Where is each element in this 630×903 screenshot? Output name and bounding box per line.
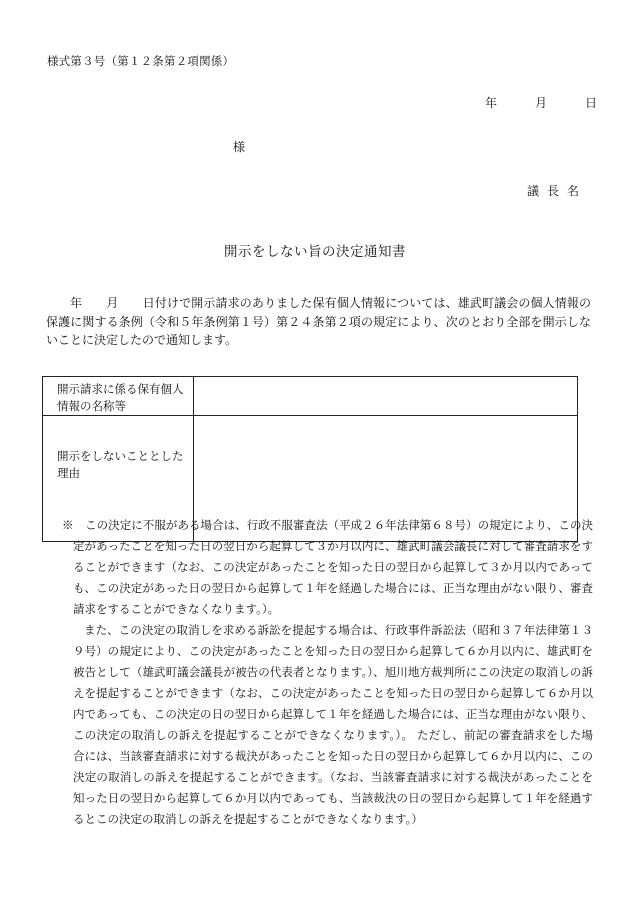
intro-paragraph: 年 月 日付けで開示請求のありました保有個人情報については、雄武町議会の個人情報の保護に関する条例（令和５年条例第１号）第２４条第２項の規定により、次のとおり全部を開示しないことに決定したので通知します。 — [46, 296, 591, 347]
appeal-note: ※ この決定に不服がある場合は、行政不服審査法（平成２６年法律第６８号）の規定により、この決定があったことを知った日の翌日から起算して３か月以内に、雄武町議会議長に対して審査請求をすることができます（なお、この決定があったことを知った日の翌日から起算して３か月以内であっても、この決定があった日の翌日から起算して１年を経過した場合には、正当な理由がない限り、審査請求をすることができなくなります。）。 — [62, 518, 593, 616]
date-year-label: 年 — [485, 96, 498, 110]
reason-label: 開示をしないこととした理由 — [43, 416, 194, 542]
date-month-label: 月 — [535, 96, 548, 110]
date-day-label: 日 — [585, 96, 598, 110]
table-row — [43, 377, 578, 416]
notes — [62, 515, 593, 830]
requested-info-label: 開示請求に係る保有個人情報の名称等 — [43, 377, 194, 416]
addressee-suffix: 様 — [233, 140, 246, 154]
date-line — [485, 94, 597, 111]
document-title: 開示をしない旨の決定通知書 — [224, 244, 406, 260]
lawsuit-note: また、この決定の取消しを求める訴訟を提起する場合は、行政事件訴訟法（昭和３７年法律第１３９号）の規定により、この決定があったことを知った日の翌日から起算して６か月以内に、雄武町を被告として（雄武町議会議長が被告の代表者となります。）、旭川地方裁判所にこの決定の取消しの訴えを提起することができます（なお、この決定があったことを知った日の翌日から起算して６か月以内であっても、この決定の日の翌日から起算して１年を経過した場合には、正当な理由がない限り、この決定の取消しの訴えを提起することができなくなります。）。 ただし、前記の審査請求をした場合には、当該審査請求に対する裁決があったことを知った日の翌日から起算して６か月以内に、この決定の取消しの訴えを提起することができます。（なお、当該審査請求に対する裁決があったことを知った日の翌日から起算して６か月以内であっても、当該裁決の日の翌日から起算して１年を経過するとこの決定の取消しの訴えを提起することができなくなります。） — [73, 623, 593, 826]
form-number: 様式第３号（第１２条第２項関係） — [47, 54, 235, 68]
requested-info-value — [194, 377, 578, 416]
sender-name: 議長名 — [527, 184, 588, 198]
